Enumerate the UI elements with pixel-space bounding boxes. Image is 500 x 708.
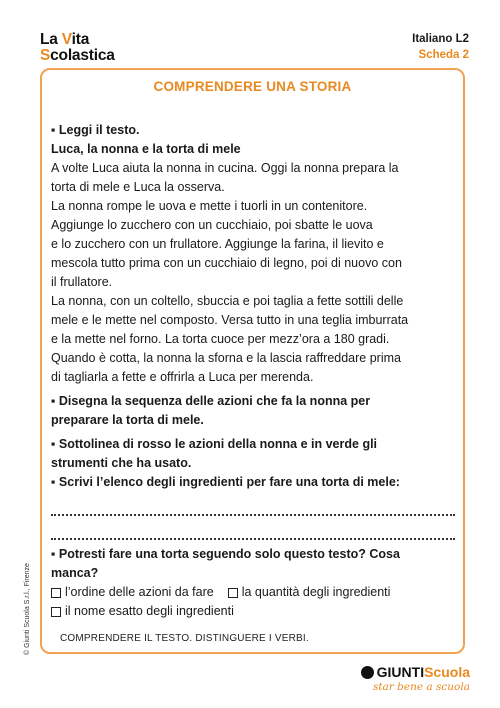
story-line: La nonna rompe le uova e mette i tuorli in un contenitore. <box>51 199 368 213</box>
worksheet-content <box>51 121 461 621</box>
instruction-underline-cont: strumenti che ha usato. <box>51 456 192 470</box>
instruction-underline: ▪ Sottolinea di rosso le azioni della nonna e in verde gli <box>51 437 378 451</box>
story-line: Quando è cotta, la nonna la sforna e la lascia raffreddare prima <box>51 351 401 365</box>
story-line: mele e le mette nel composto. Versa tutto in una teglia imburrata <box>51 313 409 327</box>
logo-text: colastica <box>50 47 115 64</box>
option-label: l’ordine delle azioni da fare <box>65 585 214 599</box>
option-name[interactable] <box>51 602 234 621</box>
story-line: il frullatore. <box>51 275 113 289</box>
story-line: e la mette nel forno. La torta cuoce per mezz’ora a 180 gradi. <box>51 332 390 346</box>
page-title: COMPRENDERE UNA STORIA <box>153 79 352 94</box>
instruction-draw-cont: preparare la torta di mele. <box>51 413 204 427</box>
answer-line[interactable] <box>51 495 455 516</box>
story-line: La nonna, con un coltello, sbuccia e poi taglia a fette sottili delle <box>51 294 404 308</box>
story-line: torta di mele e Luca la osserva. <box>51 180 225 194</box>
subject-label: Italiano L2 <box>412 33 469 45</box>
logo-text: La <box>40 31 62 48</box>
checkbox[interactable] <box>51 607 61 617</box>
publisher-logo <box>361 664 470 693</box>
logo-text: ita <box>71 31 90 48</box>
answer-line[interactable] <box>51 519 455 540</box>
sheet-info <box>412 31 469 63</box>
publisher-tagline: star bene a scuola <box>372 681 470 693</box>
logo-accent-letter: V <box>61 31 72 48</box>
logo-line-1 <box>40 32 115 48</box>
instruction-question: ▪ Potresti fare una torta seguendo solo questo testo? Cosa <box>51 547 400 561</box>
story-line: Aggiunge lo zucchero con un cucchiaio, poi sbatte le uova <box>51 218 373 232</box>
copyright-text: © Giunti Scuola S.r.l., Firenze <box>24 563 31 655</box>
instruction-ingredients: ▪ Scrivi l’elenco degli ingredienti per fare una torta di mele: <box>51 475 400 489</box>
option-quantity[interactable] <box>228 583 391 602</box>
brand-giunti: GIUNTI <box>376 664 425 680</box>
logo-accent-letter: S <box>40 47 51 64</box>
story-text <box>51 159 461 387</box>
checkbox[interactable] <box>228 588 238 598</box>
story-line: e lo zucchero con un frullatore. Aggiunge la farina, il lievito e <box>51 237 384 251</box>
instruction-read: ▪ Leggi il testo. <box>51 123 140 137</box>
brand-scuola: Scuola <box>424 664 470 680</box>
story-line: di tagliarla a fette e offrirla a Luca per merenda. <box>51 370 314 384</box>
publisher-name <box>361 664 470 680</box>
sheet-number: Scheda 2 <box>418 49 469 61</box>
story-line: mescola tutto prima con un cucchiaio di legno, poi di nuovo con <box>51 256 402 270</box>
option-label: il nome esatto degli ingredienti <box>65 604 234 618</box>
story-title: Luca, la nonna e la torta di mele <box>51 142 241 156</box>
skills-footer: COMPRENDERE IL TESTO. DISTINGUERE I VERBI. <box>60 633 309 644</box>
giunti-circle-icon <box>361 666 374 679</box>
story-line: A volte Luca aiuta la nonna in cucina. Oggi la nonna prepara la <box>51 161 399 175</box>
option-order[interactable] <box>51 583 214 602</box>
options-row <box>51 602 461 621</box>
brand-logo <box>40 32 115 64</box>
checkbox[interactable] <box>51 588 61 598</box>
option-label: la quantità degli ingredienti <box>241 585 391 599</box>
instruction-question-cont: manca? <box>51 566 99 580</box>
logo-line-2 <box>40 48 115 64</box>
options-row <box>51 583 461 602</box>
instruction-draw: ▪ Disegna la sequenza delle azioni che fa la nonna per <box>51 394 371 408</box>
